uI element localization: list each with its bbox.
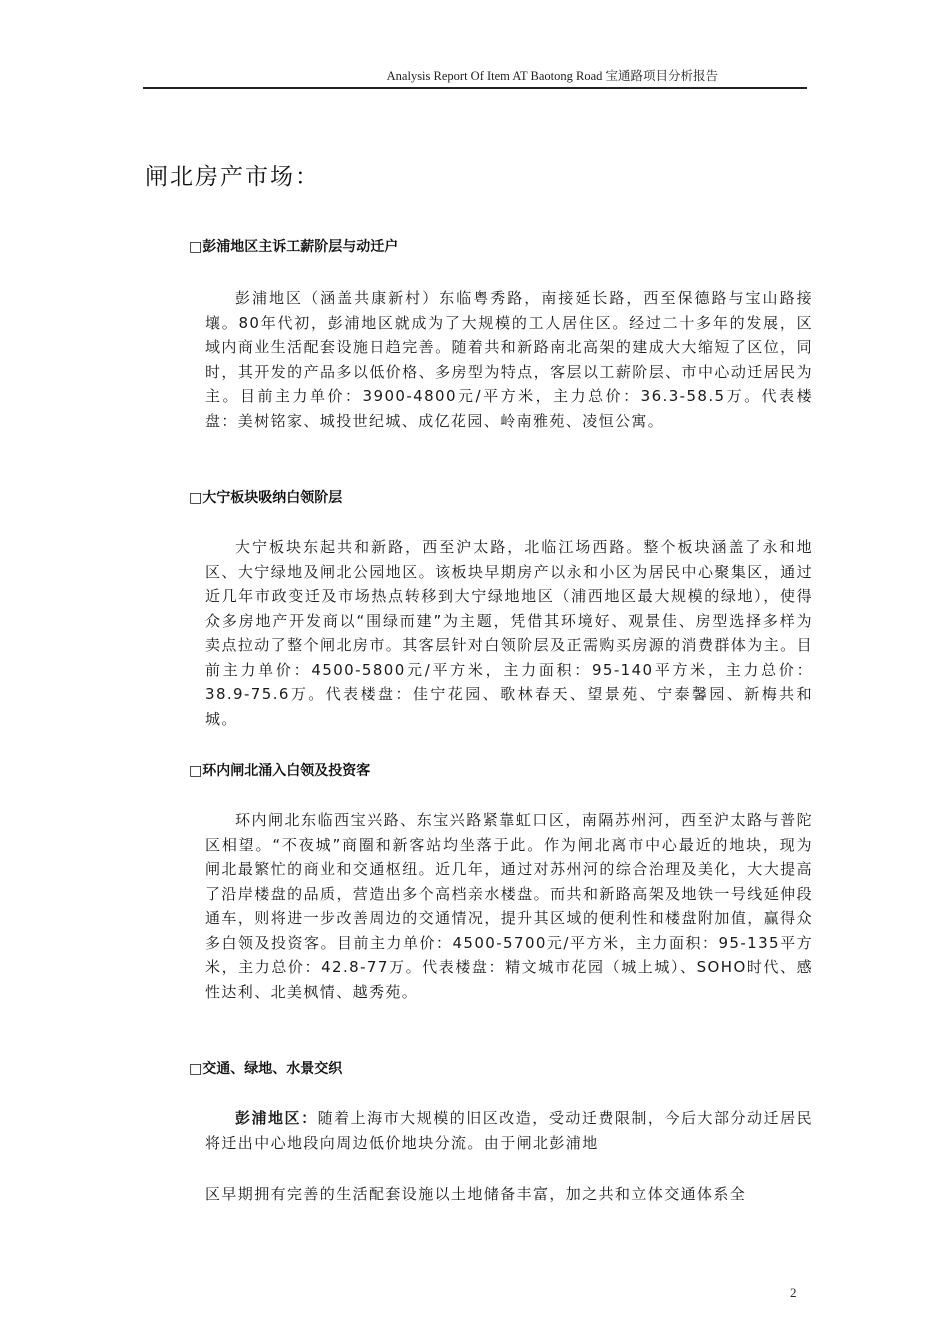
checkbox-bullet-icon: □	[189, 239, 203, 255]
paragraph-lead-label: 彭浦地区：	[235, 1109, 318, 1127]
page-title: 闸北房产市场：	[145, 164, 320, 190]
header-title: Analysis Report Of Item AT Baotong Road 宝通路项目分析报告	[386, 69, 718, 83]
checkbox-bullet-icon: □	[189, 763, 203, 779]
section-heading-text: 彭浦地区主诉工薪阶层与动迁户	[202, 239, 399, 255]
page-number: 2	[790, 1285, 797, 1300]
checkbox-bullet-icon: □	[189, 1061, 203, 1077]
section-paragraph-transport	[205, 1106, 813, 1155]
section-paragraph-continuation: 区早期拥有完善的生活配套设施以土地储备丰富，加之共和立体交通体系全	[205, 1185, 747, 1203]
section-heading-pengpu	[189, 236, 398, 256]
section-paragraph-inner-ring: 环内闸北东临西宝兴路、东宝兴路紧靠虹口区，南隔苏州河，西至沪太路与普陀区相望。“不夜城”商圈和新客站均坐落于此。作为闸北离市中心最近的地块，现为闸北最繁忙的商业和交通枢纽。近几年，通过对苏州河的综合治理及美化，大大提高了沿岸楼盘的品质，营造出多个高档亲水楼盘。而共和新路高架及地铁一号线延伸段通车，则将进一步改善周边的交通情况，提升其区域的便利性和楼盘附加值，赢得众多白领及投资客。目前主力单价：4500-5700元/平方米，主力面积：95-135平方米，主力总价：42.8-77万。代表楼盘：精文城市花园（城上城）、SOHO时代、感性达利、北美枫情、越秀苑。	[205, 811, 813, 1001]
paragraph-body: 随着上海市大规模的旧区改造，受动迁费限制，今后大部分动迁居民将迁出中心地段向周边低价地块分流。由于闸北彭浦地	[205, 1109, 813, 1152]
section-heading-text: 环内闸北涌入白领及投资客	[202, 763, 371, 779]
section-heading-transport	[189, 1058, 342, 1078]
checkbox-bullet-icon: □	[189, 490, 203, 506]
section-heading-text: 大宁板块吸纳白领阶层	[202, 490, 343, 506]
section-heading-inner-ring	[189, 760, 370, 780]
section-paragraph-daning: 大宁板块东起共和新路，西至沪太路，北临江场西路。整个板块涵盖了永和地区、大宁绿地及闸北公园地区。该板块早期房产以永和小区为居民中心聚集区，通过近几年市政变迁及市场热点转移到大宁绿地地区（浦西地区最大规模的绿地），使得众多房地产开发商以“围绿而建”为主题，凭借其环境好、观景佳、房型选择多样为卖点拉动了整个闸北房市。其客层针对白领阶层及正需购买房源的消费群体为主。目前主力单价：4500-5800元/平方米，主力面积：95-140平方米，主力总价：38.9-75.6万。代表楼盘：佳宁花园、歌林春天、望景苑、宁泰馨园、新梅共和城。	[205, 538, 813, 728]
section-paragraph-pengpu: 彭浦地区（涵盖共康新村）东临粤秀路，南接延长路，西至保德路与宝山路接壤。80年代初，彭浦地区就成为了大规模的工人居住区。经过二十多年的发展，区域内商业生活配套设施日趋完善。随着共和新路南北高架的建成大大缩短了区位，同时，其开发的产品多以低价格、多房型为特点，客层以工薪阶层、市中心动迁居民为主。目前主力单价：3900-4800元/平方米，主力总价：36.3-58.5万。代表楼盘：美树铭家、城投世纪城、成亿花园、岭南雅苑、凌恒公寓。	[205, 289, 813, 430]
section-heading-daning	[189, 487, 342, 507]
section-heading-text: 交通、绿地、水景交织	[202, 1061, 343, 1077]
header-rule	[143, 87, 807, 89]
